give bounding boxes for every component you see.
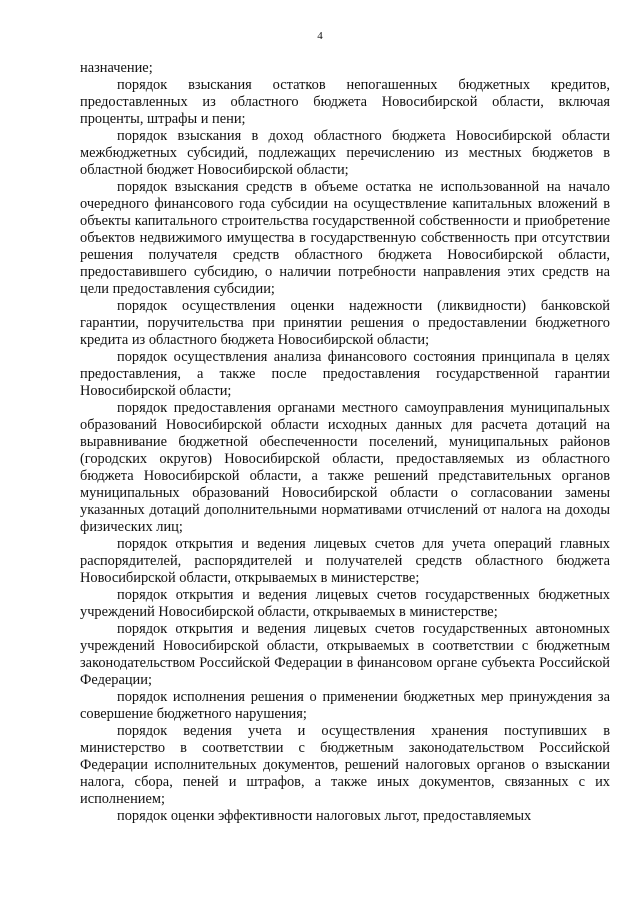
paragraph: порядок ведения учета и осуществления хранения поступивших в министерство в соответствии с бюджетным законодательством Российской Федерации исполнительных документов, решений налоговых органов о взыскании налога, сбора, пеней и штрафов, а также иных документов, связанных с их исполнением; <box>80 723 610 807</box>
paragraph: порядок взыскания в доход областного бюджета Новосибирской области межбюджетных субсидий, подлежащих перечислению из местных бюджетов в областной бюджет Новосибирской области; <box>80 128 610 178</box>
paragraph: порядок открытия и ведения лицевых счетов для учета операций главных распорядителей, распорядителей и получателей средств областного бюджета Новосибирской области, открываемых в министерстве; <box>80 536 610 586</box>
paragraph: порядок оценки эффективности налоговых льгот, предоставляемых <box>117 808 532 824</box>
paragraph: порядок открытия и ведения лицевых счетов государственных автономных учреждений Новосибирской области, открываемых в соответствии с бюджетным законодательством Российской Федерации в финансовом органе субъекта Российской Федерации; <box>80 621 610 688</box>
paragraph: порядок осуществления анализа финансового состояния принципала в целях предоставления, а также после предоставления государственной гарантии Новосибирской области; <box>80 349 610 399</box>
paragraph: порядок исполнения решения о применении бюджетных мер принуждения за совершение бюджетного нарушения; <box>80 689 610 722</box>
paragraph: порядок осуществления оценки надежности (ликвидности) банковской гарантии, поручительства при принятии решения о предоставлении бюджетного кредита из областного бюджета Новосибирской области; <box>80 298 610 348</box>
paragraph: порядок взыскания остатков непогашенных бюджетных кредитов, предоставленных из областного бюджета Новосибирской области, включая проценты, штрафы и пени; <box>80 77 610 127</box>
page-number: 4 <box>317 30 323 42</box>
paragraph: назначение; <box>80 60 153 76</box>
document-body <box>80 60 610 825</box>
paragraph: порядок предоставления органами местного самоуправления муниципальных образований Новосибирской области исходных данных для расчета дотаций на выравнивание бюджетной обеспеченности поселений, муниципальных районов (городских округов) Новосибирской области, предоставляемых из областного бюджета Новосибирской области, а также решений представительных органов муниципальных образований Новосибирской области о согласовании замены указанных дотаций дополнительными нормативами отчислений от налога на доходы физических лиц; <box>80 400 610 535</box>
paragraph: порядок открытия и ведения лицевых счетов государственных бюджетных учреждений Новосибирской области, открываемых в министерстве; <box>80 587 610 620</box>
paragraph: порядок взыскания средств в объеме остатка не использованной на начало очередного финансового года субсидии на осуществление капитальных вложений в объекты капитального строительства государственной собственности и приобретение объектов недвижимого имущества в государственную собственность при отсутствии решения получателя средств областного бюджета Новосибирской области, предоставившего субсидию, о наличии потребности направления этих средств на цели предоставления субсидии; <box>80 179 610 297</box>
